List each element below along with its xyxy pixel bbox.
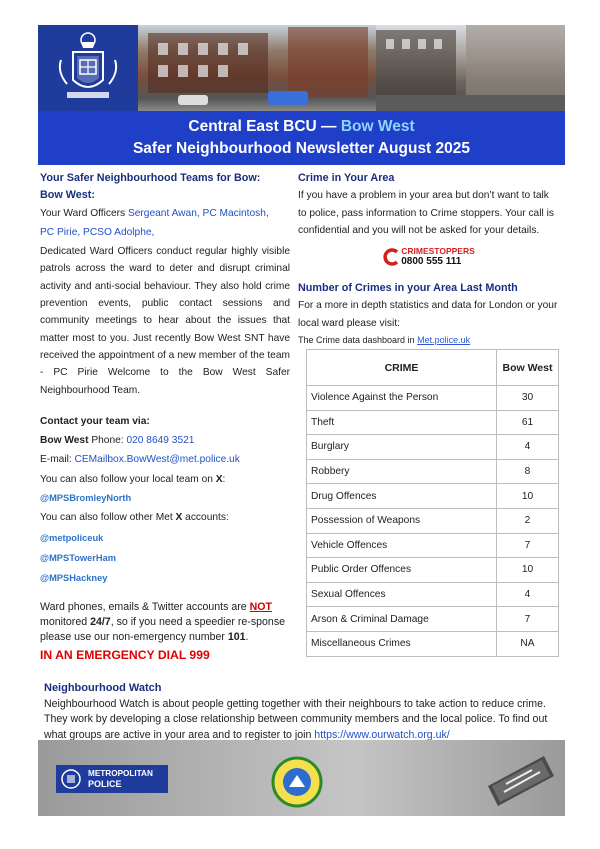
notice-middle: monitored: [40, 615, 91, 628]
footer-banner: [38, 740, 565, 816]
crime-type-cell: Arson & Criminal Damage: [307, 607, 497, 632]
table-row: [307, 484, 559, 509]
follow-other-suffix: accounts:: [182, 512, 229, 524]
met-logo-text: [88, 769, 153, 789]
met-logo-line1: METROPOLITAN: [88, 769, 153, 778]
numbers-text: For a more in depth statistics and data for London or your local ward please visit:: [298, 300, 558, 329]
ward-column-header: Bow West: [497, 350, 559, 386]
x-label: X: [215, 473, 223, 485]
crime-count-cell: 4: [497, 435, 559, 460]
crime-count-cell: 7: [497, 607, 559, 632]
email-address[interactable]: CEMailbox.BowWest@met.police.uk: [74, 454, 240, 466]
nw-text: [44, 697, 559, 744]
numbers-heading: Number of Crimes in your Area Last Month: [298, 282, 518, 295]
crime-count-cell: 7: [497, 533, 559, 558]
ward-heading: Bow West:: [40, 189, 95, 202]
right-column: [298, 170, 560, 349]
notice-end: .: [245, 630, 249, 643]
phone-text: Phone:: [88, 435, 127, 447]
officers-names: Sergeant Awan, PC Macintosh,: [127, 207, 269, 219]
contact-heading: Contact your team via:: [40, 415, 150, 427]
crime-count-cell: 10: [497, 558, 559, 583]
team-description: Dedicated Ward Officers conduct regular highly visible patrols across the ward to deter and disrupt criminal activity and anti-social behaviour. They also hold crime prevention events, public contact sessions and community meetings to hear about the issues that matter most to you. Just recently Bow West SNT have received the appointment of a new member of the team - PC Pirie Welcome to the Bow West Safer Neighbourhood Team.: [40, 246, 290, 396]
email-label: E-mail:: [40, 454, 75, 466]
crime-type-cell: Violence Against the Person: [307, 386, 497, 411]
emergency-notice: IN AN EMERGENCY DIAL 999: [40, 647, 210, 662]
crime-count-cell: 2: [497, 508, 559, 533]
crime-type-cell: Drug Offences: [307, 484, 497, 509]
table-row: [307, 607, 559, 632]
officers-line-2: PC Pirie, PCSO Adolphe,: [40, 226, 155, 238]
new-scotland-yard-sign: [482, 748, 556, 810]
crime-count-cell: 30: [497, 386, 559, 411]
notice-247: 24/7: [90, 615, 111, 628]
crimestoppers-logo: [298, 247, 560, 266]
crime-column-header: CRIME: [307, 350, 497, 386]
nw-heading: Neighbourhood Watch: [44, 682, 162, 694]
table-row: [307, 533, 559, 558]
crimestoppers-icon: [383, 248, 401, 266]
table-row: [307, 558, 559, 583]
street-photo-right: [376, 25, 565, 111]
table-row: [307, 459, 559, 484]
met-logo-line2: POLICE: [88, 779, 122, 789]
crime-type-cell: Burglary: [307, 435, 497, 460]
crime-count-cell: 10: [497, 484, 559, 509]
dashboard-prefix: The Crime data dashboard in: [298, 335, 418, 346]
table-row: [307, 631, 559, 656]
table-row: [307, 386, 559, 411]
x-label-2: X: [175, 512, 183, 524]
police-crest-logo: [38, 25, 138, 111]
neighbourhood-watch-logo: [271, 755, 323, 809]
crime-type-cell: Possession of Weapons: [307, 508, 497, 533]
phone-label: Bow West: [40, 435, 89, 447]
table-row: [307, 410, 559, 435]
notice-suffix: , so if you need a speedier re-sponse please use our non-emergency number: [40, 615, 286, 643]
crime-table: [306, 349, 559, 657]
left-column: [40, 170, 290, 664]
dashboard-line: [298, 332, 560, 349]
phone-number[interactable]: 020 8649 3521: [126, 435, 195, 447]
crimestoppers-number: 0800 555 111: [401, 255, 462, 267]
handle-link-towerham[interactable]: @MPSTowerHam: [40, 552, 117, 563]
notice-prefix: Ward phones, emails & Twitter accounts are: [40, 600, 250, 613]
crime-heading: Crime in Your Area: [298, 172, 395, 184]
officers-line-1: [40, 205, 290, 222]
notice-not: NOT: [249, 600, 272, 613]
crime-type-cell: Public Order Offences: [307, 558, 497, 583]
crime-type-cell: Sexual Offences: [307, 582, 497, 607]
nw-body: Neighbourhood Watch is about people getting together with their neighbours to take action to reduce crime. They work by developing a close relationship between community members and the local police. To find out what groups are active in your area and to register to join: [44, 697, 548, 741]
title-band: [38, 111, 565, 165]
title-ward: Bow West: [340, 118, 415, 135]
follow-local-suffix: :: [222, 473, 226, 485]
crime-type-cell: Theft: [307, 410, 497, 435]
follow-other-line: [40, 509, 290, 526]
table-row: [307, 582, 559, 607]
crime-count-cell: 61: [497, 410, 559, 435]
monitoring-notice: [40, 600, 290, 645]
phone-line: [40, 432, 290, 449]
newsletter-subtitle: Safer Neighbourhood Newsletter August 2025: [132, 140, 471, 157]
notice-101: 101: [227, 630, 246, 643]
table-header-row: [307, 350, 559, 386]
crime-count-cell: 4: [497, 582, 559, 607]
crime-type-cell: Miscellaneous Crimes: [307, 631, 497, 656]
teams-heading: Your Safer Neighbourhood Teams for Bow:: [40, 172, 261, 184]
table-row: [307, 508, 559, 533]
newsletter-title: [38, 116, 565, 138]
handle-link-hackney[interactable]: @MPSHackney: [40, 573, 108, 584]
follow-local-line: [40, 471, 290, 488]
title-prefix: Central East BCU —: [188, 118, 341, 135]
crime-count-cell: NA: [497, 631, 559, 656]
header-banner: [38, 25, 565, 111]
email-line: [40, 451, 290, 468]
crime-type-cell: Vehicle Offences: [307, 533, 497, 558]
table-row: [307, 435, 559, 460]
follow-other-text: You can also follow other Met: [40, 512, 176, 524]
neighbourhood-watch-section: [44, 681, 559, 743]
dashboard-link[interactable]: Met.police.uk: [417, 335, 471, 346]
crime-type-cell: Robbery: [307, 459, 497, 484]
officers-prefix: Your Ward Officers: [40, 207, 128, 219]
handle-link-metpoliceuk[interactable]: @metpoliceuk: [40, 532, 104, 543]
crimestoppers-text: [401, 247, 475, 266]
met-crest-icon: [60, 768, 82, 790]
local-handle-link[interactable]: @MPSBromleyNorth: [40, 493, 132, 504]
ourwatch-link[interactable]: https://www.ourwatch.org.uk/: [314, 728, 450, 741]
street-photo-left: [138, 25, 376, 111]
crimestoppers-name: CRIMESTOPPERS: [401, 246, 475, 257]
met-police-logo: [56, 765, 168, 793]
crime-count-cell: 8: [497, 459, 559, 484]
crime-text: If you have a problem in your area but don’t want to talk to police, pass information to Crime stoppers. Your call is confidential and you will not be asked for your details.: [298, 190, 554, 236]
follow-local-text: You can also follow your local team on: [40, 473, 216, 485]
